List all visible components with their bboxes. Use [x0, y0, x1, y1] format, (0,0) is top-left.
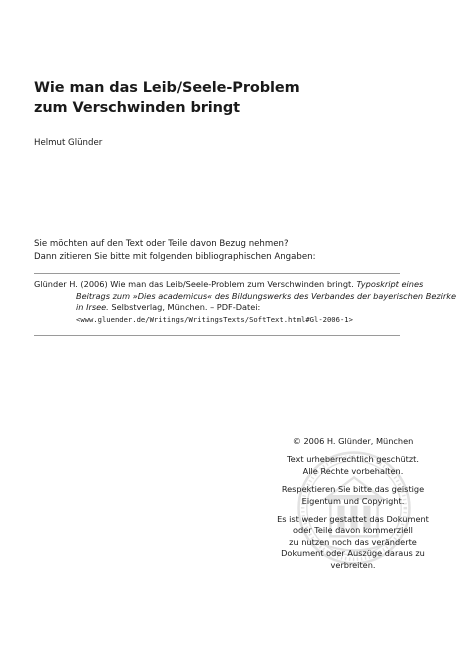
usage-line-5: verbreiten.	[330, 559, 376, 570]
author-name: Helmut Glünder	[34, 138, 103, 148]
title-line-1: Wie man das Leib/Seele-Problem	[34, 80, 300, 96]
citation-prompt-line-1: Sie möchten auf den Text oder Teile davon Bezug nehmen?	[34, 239, 289, 249]
copyright-line	[258, 436, 448, 447]
respect-notice	[258, 484, 448, 507]
rights-notice	[258, 436, 448, 578]
document-title	[34, 78, 334, 118]
usage-line-1: Es ist weder gestattet das Dokument	[277, 514, 429, 525]
usage-line-3: zu nutzen noch das veränderte	[289, 536, 417, 547]
citation-line-2	[34, 290, 457, 303]
citation-block	[34, 279, 457, 325]
divider-top	[34, 273, 400, 274]
respect-line-1: Respektieren Sie bitte das geistige	[281, 484, 425, 495]
protection-line-2: Alle Rechte vorbehalten.	[302, 465, 404, 476]
protection-notice	[258, 454, 448, 477]
protection-line-1: Text urheberrechtlich geschützt.	[287, 454, 419, 465]
citation-authors-year: Glünder H. (2006)	[34, 279, 108, 289]
usage-line-4: Dokument oder Auszüge daraus zu	[281, 548, 425, 559]
citation-line-3	[34, 302, 400, 314]
usage-restriction	[258, 514, 448, 571]
citation-prompt	[34, 238, 315, 263]
citation-title: Wie man das Leib/Seele-Problem zum Verschwinden bringt.	[110, 279, 354, 289]
citation-venue-location: in Irsee.	[76, 302, 109, 313]
title-line-2: zum Verschwinden bringt	[34, 100, 240, 116]
citation-line-4	[34, 314, 400, 326]
citation-type: Typoskript eines	[356, 279, 424, 289]
respect-line-2: Eigentum und Copyright.	[301, 495, 405, 506]
citation-url[interactable]: <www.gluender.de/Writings/WritingsTexts/SoftText.html#Gl-2006-1>	[76, 314, 353, 324]
divider-bottom	[34, 335, 400, 336]
citation-venue: Beitrags zum »Dies academicus« des Bildungswerks des Verbandes der bayerischen Bezirke	[76, 290, 457, 301]
citation-line-1	[34, 279, 424, 291]
usage-line-2: oder Teile davon kommerziell	[293, 525, 413, 536]
copyright-text: © 2006 H. Glünder, München	[292, 436, 414, 446]
citation-prompt-line-2: Dann zitieren Sie bitte mit folgenden bibliographischen Angaben:	[34, 251, 316, 262]
citation-publisher: Selbstverlag, München. – PDF-Datei:	[111, 302, 261, 313]
